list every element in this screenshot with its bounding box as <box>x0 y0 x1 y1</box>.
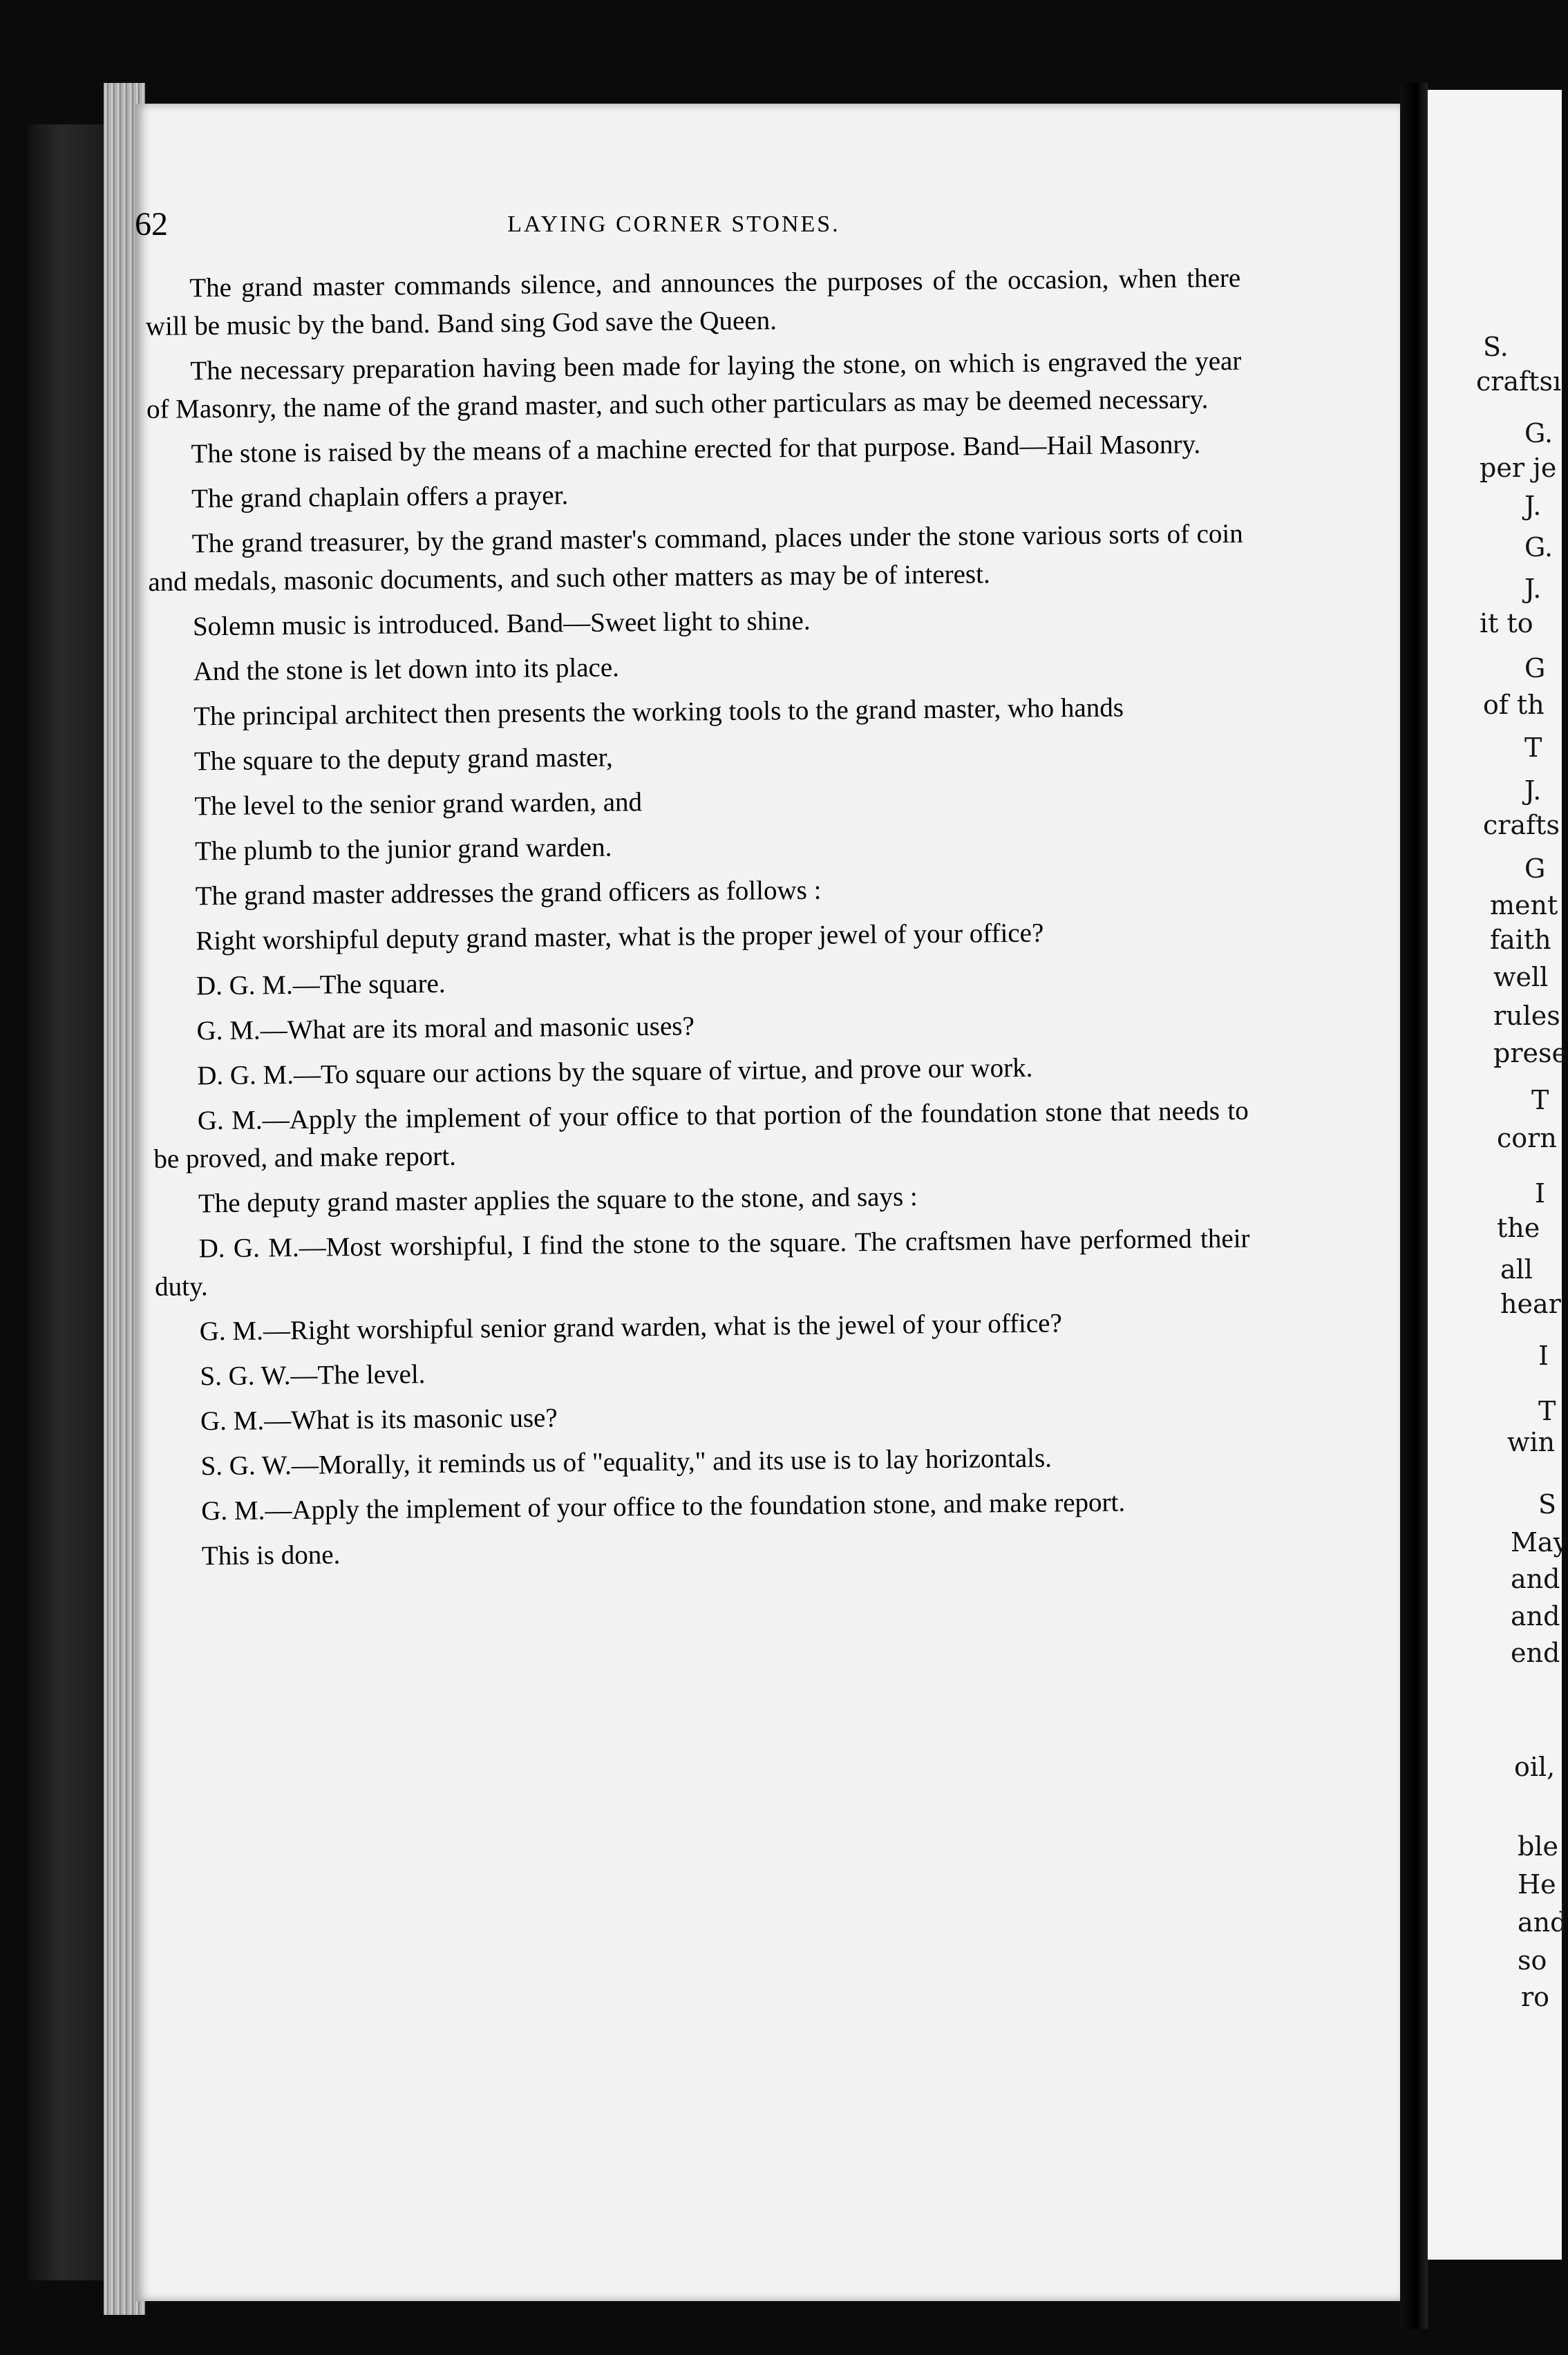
facing-text-fragment: T <box>1538 1396 1556 1426</box>
paragraph: G. M.—Right worshipful senior grand warden, what is the jewel of your office? <box>199 1308 1062 1347</box>
facing-text-fragment: and <box>1511 1601 1560 1632</box>
facing-text-fragment: G. <box>1524 532 1553 562</box>
facing-text-fragment: of th <box>1483 690 1545 720</box>
paragraph: G. M.—What are its moral and masonic uses? <box>196 1011 695 1046</box>
book-gutter <box>1400 83 1428 2329</box>
paragraph: G. M.—What is its masonic use? <box>200 1403 558 1437</box>
facing-text-fragment: win <box>1507 1427 1556 1457</box>
paragraph: The grand treasurer, by the grand master's command, places under the stone various sorts of coin and medals, masonic documents, and such other matters as may be of interest. <box>148 518 1243 597</box>
facing-text-fragment: J. <box>1524 574 1542 604</box>
facing-text-fragment: hear <box>1500 1289 1561 1319</box>
facing-text-fragment: end <box>1511 1638 1560 1668</box>
paragraph: The deputy grand master applies the square to the stone, and says : <box>198 1182 918 1219</box>
facing-text-fragment: crafts <box>1483 810 1560 840</box>
book-binding <box>28 124 111 2280</box>
paragraph: D. G. M.—To square our actions by the square of virtue, and prove our work. <box>196 1052 1033 1091</box>
facing-text-fragment: S. <box>1483 332 1509 362</box>
paragraph: And the stone is let down into its place. <box>193 652 620 687</box>
facing-text-fragment: faith <box>1490 925 1551 955</box>
facing-text-fragment: ble <box>1518 1831 1558 1862</box>
facing-text-fragment: oil, <box>1514 1752 1556 1782</box>
facing-text-fragment: I <box>1535 1178 1546 1209</box>
paragraph: The grand chaplain offers a prayer. <box>191 480 569 514</box>
facing-text-fragment: T <box>1531 1085 1549 1115</box>
facing-text-fragment: the <box>1497 1213 1540 1243</box>
facing-text-fragment: it to <box>1480 608 1533 639</box>
facing-text-fragment: and <box>1511 1564 1560 1594</box>
facing-text-fragment: J. <box>1524 491 1542 521</box>
paragraph: The grand master addresses the grand officers as follows : <box>195 875 822 911</box>
facing-text-fragment: T <box>1524 732 1542 763</box>
facing-text-fragment: ment <box>1490 890 1558 920</box>
facing-text-fragment: per je <box>1480 453 1557 483</box>
facing-text-fragment: S <box>1538 1489 1557 1520</box>
paragraph: Right worshipful deputy grand master, what is the proper jewel of your office? <box>196 918 1044 956</box>
paragraph: This is done. <box>201 1540 341 1571</box>
body-text <box>145 259 1253 1582</box>
facing-text-fragment: G <box>1524 653 1546 683</box>
facing-text-fragment: G <box>1524 853 1546 884</box>
paragraph: The plumb to the junior grand warden. <box>194 832 612 867</box>
facing-text-fragment: all <box>1500 1254 1533 1285</box>
paragraph: The grand master commands silence, and announces the purposes of the occasion, when there will be music by the band. Band sing God save the Queen. <box>145 263 1241 341</box>
facing-text-fragment: prese <box>1493 1038 1567 1068</box>
paragraph: The square to the deputy grand master, <box>193 742 614 777</box>
page-header <box>135 204 1213 245</box>
facing-text-fragment: May <box>1511 1527 1568 1558</box>
paragraph: Solemn music is introduced. Band—Sweet light to shine. <box>192 605 811 642</box>
paragraph: S. G. W.—Morally, it reminds us of "equality," and its use is to lay horizontals. <box>200 1443 1052 1482</box>
facing-text-fragment: I <box>1538 1341 1549 1371</box>
facing-text-fragment: and <box>1518 1907 1567 1938</box>
paragraph: The level to the senior grand warden, and <box>194 787 643 822</box>
running-head: LAYING CORNER STONES. <box>507 211 840 237</box>
paragraph: G. M.—Apply the implement of your office to that portion of the foundation stone that needs to be proved, and make report. <box>153 1095 1249 1174</box>
paragraph: The stone is raised by the means of a machine erected for that purpose. Band—Hail Masonry. <box>191 429 1201 469</box>
paragraph: D. G. M.—Most worshipful, I find the stone to the square. The craftsmen have performed their duty. <box>154 1223 1250 1302</box>
facing-text-fragment: ro <box>1521 1982 1550 2012</box>
facing-text-fragment: He <box>1518 1869 1556 1900</box>
facing-text-fragment: J. <box>1524 775 1542 806</box>
facing-text-fragment: G. <box>1524 418 1553 448</box>
page-number: 62 <box>135 206 168 243</box>
facing-page-fragment <box>1428 90 1568 2260</box>
facing-text-fragment: so <box>1518 1945 1547 1976</box>
paragraph: The necessary preparation having been made for laying the stone, on which is engraved the year of Masonry, the name of the grand master, and such other particulars as may be deemed necessary. <box>146 346 1242 424</box>
facing-text-fragment: craftsı <box>1476 366 1562 397</box>
facing-text-fragment: rules <box>1493 1001 1560 1031</box>
paragraph: G. M.—Apply the implement of your office to the foundation stone, and make report. <box>201 1487 1126 1526</box>
facing-text-fragment: well <box>1493 962 1549 992</box>
paragraph: The principal architect then presents the working tools to the grand master, who hands <box>193 692 1124 732</box>
facing-text-fragment: corn <box>1497 1123 1557 1153</box>
paragraph: S. G. W.—The level. <box>200 1359 426 1392</box>
paragraph: D. G. M.—The square. <box>196 968 446 1001</box>
